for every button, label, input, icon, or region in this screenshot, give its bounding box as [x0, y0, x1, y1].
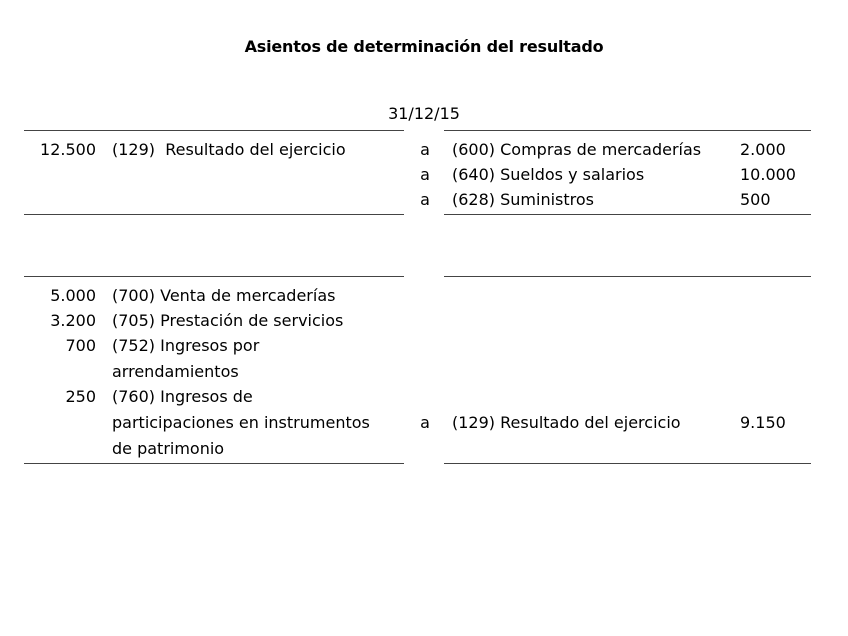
credit-account: (600) Compras de mercaderías	[452, 140, 702, 159]
credit-amount: 10.000	[740, 165, 796, 184]
credit-account: (640) Sueldos y salarios	[452, 165, 645, 184]
separator-line	[444, 276, 811, 277]
separator-line	[444, 130, 811, 131]
debit-account: (700) Venta de mercaderías	[112, 286, 336, 305]
debit-account: (705) Prestación de servicios	[112, 311, 344, 330]
credit-account: (129) Resultado del ejercicio	[452, 413, 681, 432]
debit-account: (129) Resultado del ejercicio	[112, 140, 346, 159]
separator-line	[444, 214, 811, 215]
debit-account-continued: de patrimonio	[112, 439, 225, 458]
credit-connector: a	[420, 413, 430, 432]
debit-account: (752) Ingresos por	[112, 336, 260, 355]
debit-account-continued: arrendamientos	[112, 362, 239, 381]
separator-line	[24, 214, 404, 215]
debit-amount: 12.500	[40, 140, 96, 159]
page-title: Asientos de determinación del resultado	[244, 37, 604, 56]
credit-connector: a	[420, 165, 430, 184]
debit-account: (760) Ingresos de	[112, 387, 253, 406]
debit-account-continued: participaciones en instrumentos	[112, 413, 370, 432]
credit-connector: a	[420, 140, 430, 159]
separator-line	[24, 276, 404, 277]
credit-connector: a	[420, 190, 430, 209]
separator-line	[24, 463, 404, 464]
credit-amount: 2.000	[740, 140, 786, 159]
credit-amount: 500	[740, 190, 771, 209]
debit-amount: 250	[65, 387, 96, 406]
debit-amount: 3.200	[50, 311, 96, 330]
separator-line	[24, 130, 404, 131]
debit-amount: 700	[65, 336, 96, 355]
entry-date: 31/12/15	[388, 104, 460, 123]
debit-amount: 5.000	[50, 286, 96, 305]
credit-account: (628) Suministros	[452, 190, 594, 209]
credit-amount: 9.150	[740, 413, 786, 432]
separator-line	[444, 463, 811, 464]
